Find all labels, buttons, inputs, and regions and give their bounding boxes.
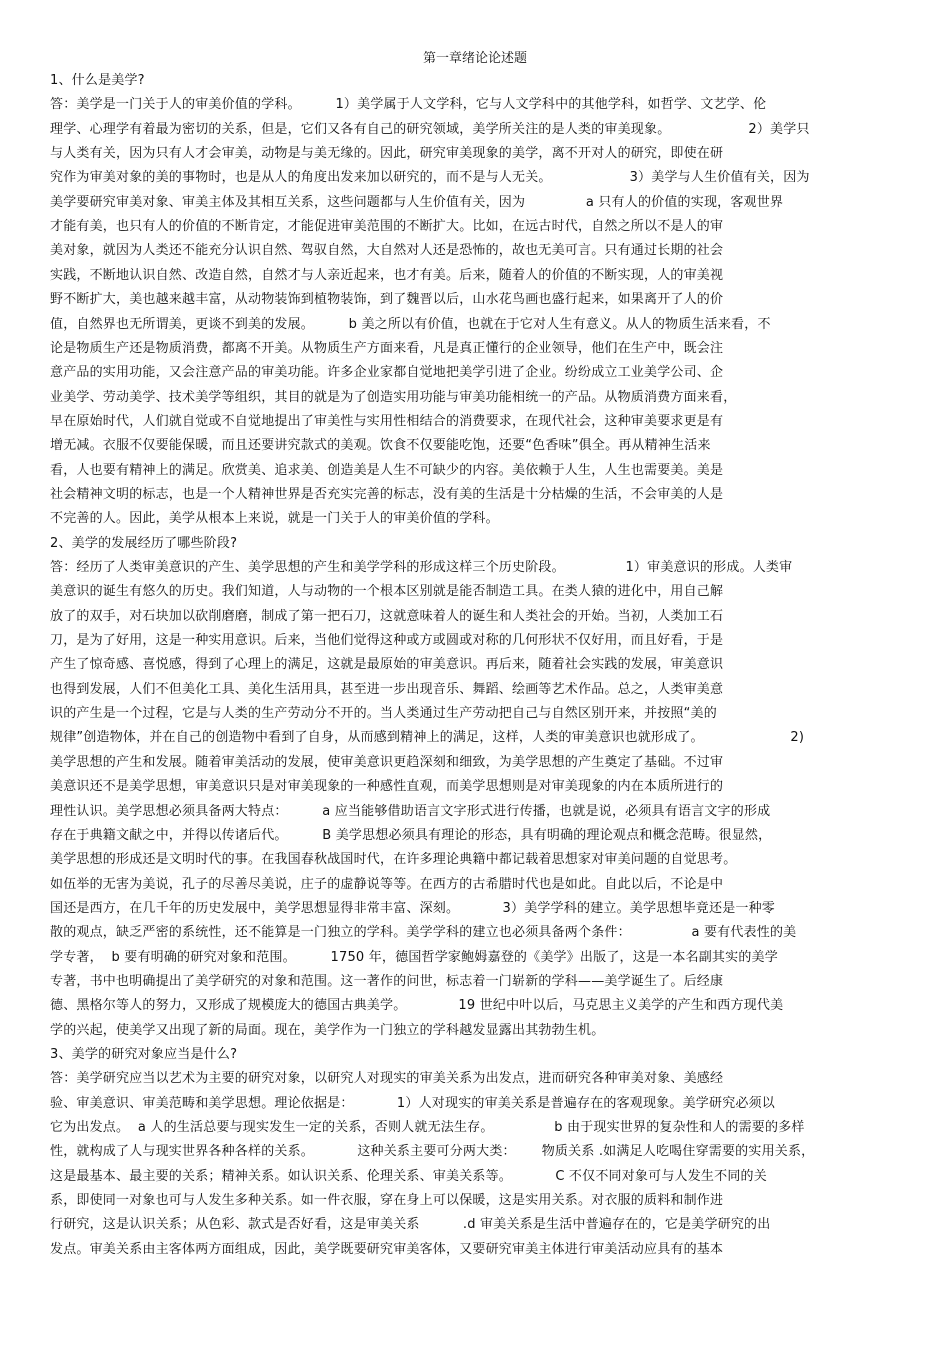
text-line: 值，自然界也无所谓美，更谈不到美的发展。 b 美之所以有价值，也就在于它对人生有意义。从人的物质生活来看，不 (50, 316, 771, 332)
text-line: 理性认识。美学思想必须具备两大特点： a 应当能够借助语言文字形式进行传播，也就是说，必须具有语言文字的形成 (50, 803, 771, 819)
text-line: 系，即使同一对象也可与人发生多种关系。如一件衣服，穿在身上可以保暖，这是实用关系。对衣服的质料和制作进 (50, 1193, 724, 1209)
text-line: 1、什么是美学? (50, 73, 145, 88)
text-line: 如伍举的无害为美说，孔子的尽善尽美说，庄子的虚静说等等。在西方的古希腊时代也是如此。自此以后，不论是中 (50, 876, 724, 892)
text-line: 野不断扩大，美也越来越丰富，从动物装饰到植物装饰，到了魏晋以后，山水花鸟画也盛行起来，如果离开了人的价 (50, 292, 724, 308)
text-line: 答：经历了人类审美意识的产生、美学思想的产生和美学学科的形成这样三个历史阶段。 1）审美意识的形成。人类审 (50, 560, 793, 575)
text-line: 散的观点，缺乏严密的系统性，还不能算是一门独立的学科。美学学科的建立也必须具备两个条件： a 要有代表性的美 (50, 925, 797, 941)
text-line: 性，就构成了人与现实世界各种各样的关系。 这种关系主要可分两大类： 物质关系 .如满足人吃喝住穿需要的实用关系， (50, 1144, 815, 1160)
text-line: 才能有美，也只有人的价值的不断肯定，才能促进审美范围的不断扩大。比如，在远古时代，自然之所以不是人的审 (50, 219, 724, 235)
text-line: 答：美学是一门关于人的审美价值的学科。 1）美学属于人文学科，它与人文学科中的其他学科，如哲学、文艺学、伦 (50, 97, 767, 113)
text-line: 3、美学的研究对象应当是什么? (50, 1047, 238, 1062)
text-line: 规律”创造物体，并在自己的创造物中看到了自身，从而感到精神上的满足，这样，人类的审美意识也就形成了。 2) (50, 730, 805, 746)
text-line: 放了的双手，对石块加以砍削磨磨，制成了第一把石刀，这就意味着人的诞生和人类社会的开始。当初，人类加工石 (50, 608, 724, 624)
text-line: 早在原始时代，人们就自觉或不自觉地提出了审美性与实用性相结合的消费要求，在现代社会，这种审美要求更是有 (50, 413, 724, 429)
text-line: 社会精神文明的标志，也是一个人精神世界是否充实完善的标志，没有美的生活是十分枯燥的生活，不会审美的人是 (50, 486, 724, 502)
text-line: 业美学、劳动美学、技术美学等组织，其目的就是为了创造实用功能与审美功能相统一的产品。从物质消费方面来看， (50, 389, 737, 405)
text-line: 实践，不断地认识自然、改造自然，自然才与人亲近起来，也才有美。后来，随着人的价值的不断实现，人的审美视 (50, 267, 724, 283)
text-line: 也得到发展，人们不但美化工具、美化生活用具，甚至进一步出现音乐、舞蹈、绘画等艺术作品。总之，人类审美意 (50, 681, 724, 697)
text-line: 美学要研究审美对象、审美主体及其相互关系，这些问题都与人生价值有关，因为 a 只有人的价值的实现，客观世界 (50, 194, 784, 210)
text-line: 2、美学的发展经历了哪些阶段? (50, 535, 238, 551)
text-line: 发点。审美关系由主客体两方面组成，因此，美学既要研究审美客体，又要研究审美主体进行审美活动应具有的基本 (50, 1241, 724, 1257)
text-line: 不完善的人。因此，美学从根本上来说，就是一门关于人的审美价值的学科。 (50, 511, 499, 527)
text-line: 看，人也要有精神上的满足。欣赏美、追求美、创造美是人生不可缺少的内容。美依赖于人生，人生也需要美。美是 (50, 462, 724, 478)
text-line: 识的产生是一个过程，它是与人类的生产劳动分不开的。当人类通过生产劳动把自己与自然区别开来，并按照“美的 (50, 706, 717, 722)
text-line: 美对象，就因为人类还不能充分认识自然、驾驭自然，大自然对人还是恐怖的，故也无美可言。只有通过长期的社会 (50, 243, 724, 259)
text-line: 刀，是为了好用，这是一种实用意识。后来，当他们觉得这种或方或圆或对称的几何形状不仅好用，而且好看，于是 (50, 633, 724, 649)
text-line: 美学思想的产生和发展。随着审美活动的发展，使审美意识更趋深刻和细致，为美学思想的产生奠定了基础。不过审 (50, 754, 724, 770)
text-line: 学专著， b 要有明确的研究对象和范围。 1750 年，德国哲学家鲍姆嘉登的《美学》出版了，这是一本名副其实的美学 (50, 949, 778, 965)
text-line: 验、审美意识、审美范畴和美学思想。理论依据是： 1）人对现实的审美关系是普遍存在的客观现象。美学研究必须以 (50, 1095, 775, 1111)
text-line: 国还是西方，在几千年的历史发展中，美学思想显得非常丰富、深刻。 3）美学学科的建立。美学思想毕竟还是一种零 (50, 900, 775, 916)
text-line: 学的兴起，使美学又出现了新的局面。现在，美学作为一门独立的学科越发显露出其勃勃生机。 (50, 1022, 605, 1038)
text-line: 它为出发点。 a 人的生活总要与现实发生一定的关系，否则人就无法生存。 b 由于现实世界的复杂性和人的需要的多样 (50, 1120, 805, 1136)
text-line: 专著，书中也明确提出了美学研究的对象和范围。这一著作的问世，标志着一门崭新的学科——美学诞生了。后经康 (50, 973, 724, 989)
text-line: 行研究，这是认识关系；从色彩、款式是否好看，这是审美关系 .d 审美关系是生活中普遍存在的，它是美学研究的出 (50, 1217, 771, 1233)
text-line: 究作为审美对象的美的事物时，也是从人的角度出发来加以研究的，而不是与人无关。 3）美学与人生价值有关，因为 (50, 170, 810, 186)
text-line: 这是最基本、最主要的关系；精神关系。如认识关系、伦理关系、审美关系等。 C 不仅不同对象可与人发生不同的关 (50, 1168, 767, 1184)
text-line: 美意识还不是美学思想，审美意识只是对审美现象的一种感性直观，而美学思想则是对审美现象的内在本质所进行的 (50, 779, 724, 795)
text-line: 存在于典籍文献之中，并得以传诸后代。 B 美学思想必须具有理论的形态，具有明确的理论观点和概念范畴。很显然， (50, 827, 772, 843)
text-line: 美学思想的形成还是文明时代的事。在我国春秋战国时代，在许多理论典籍中都记载着思想家对审美问题的自觉思考。 (50, 852, 737, 868)
text-line: 意产品的实用功能，又会注意产品的审美功能。许多企业家都自觉地把美学引进了企业。纷纷成立工业美学公司、企 (50, 365, 724, 381)
text-line: 论是物质生产还是物质消费，都离不开美。从物质生产方面来看，凡是真正懂行的企业领导，他们在生产中，既会注 (50, 340, 724, 356)
text-line: 与人类有关，因为只有人才会审美，动物是与美无缘的。因此，研究审美现象的美学，离不开对人的研究，即使在研 (50, 146, 724, 162)
text-line: 德、黑格尔等人的努力，又形成了规模庞大的德国古典美学。 19 世纪中叶以后，马克思主义美学的产生和西方现代美 (50, 998, 784, 1014)
text-line: 理学、心理学有着最为密切的关系，但是，它们又各有自己的研究领域，美学所关注的是人类的审美现象。 2）美学只 (50, 121, 810, 137)
text-line: 产生了惊奇感、喜悦感，得到了心理上的满足，这就是最原始的审美意识。再后来，随着社会实践的发展，审美意识 (50, 657, 724, 673)
text-line: 增无减。衣服不仅要能保暖，而且还要讲究款式的美观。饮食不仅要能吃饱，还要“色香味”俱全。再从精神生活来 (50, 438, 711, 454)
text-line: 美意识的诞生有悠久的历史。我们知道，人与动物的一个根本区别就是能否制造工具。在类人猿的进化中，用自己解 (50, 584, 724, 600)
document-title: 第一章绪论论述题 (422, 51, 527, 66)
text-line: 答：美学研究应当以艺术为主要的研究对象，以研究人对现实的审美关系为出发点，进而研究各种审美对象、美感经 (50, 1071, 724, 1087)
